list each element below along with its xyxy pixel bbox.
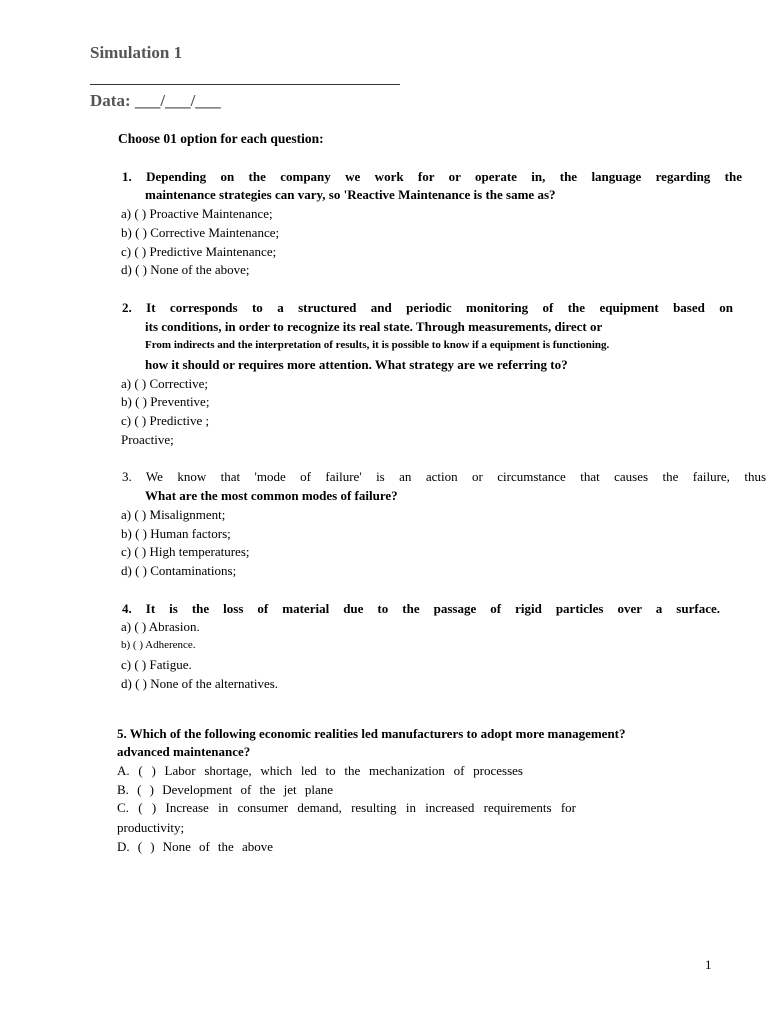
- question-2-option-a[interactable]: a) ( ) Corrective;: [121, 376, 208, 391]
- question-2-option-d[interactable]: Proactive;: [121, 432, 174, 447]
- question-2-line-1: 2. It corresponds to a structured and periodic monitoring of the equipment based on: [122, 300, 733, 315]
- title-divider: [90, 84, 400, 85]
- question-2-line-4: how it should or requires more attention. What strategy are we referring to?: [145, 357, 568, 372]
- page-number: 1: [705, 957, 712, 972]
- question-3-option-d[interactable]: d) ( ) Contaminations;: [121, 563, 237, 578]
- question-3-option-b[interactable]: b) ( ) Human factors;: [121, 526, 231, 541]
- question-4-option-b[interactable]: b) ( ) Adherence.: [121, 639, 196, 651]
- question-2-line-3: From indirects and the interpretation of results, it is possible to know if a equipment is functioning.: [145, 339, 610, 351]
- question-3-option-c[interactable]: c) ( ) High temperatures;: [121, 544, 250, 559]
- question-4-option-c[interactable]: c) ( ) Fatigue.: [121, 657, 192, 672]
- question-1-option-a[interactable]: a) ( ) Proactive Maintenance;: [121, 206, 273, 221]
- question-2-option-b[interactable]: b) ( ) Preventive;: [121, 394, 210, 409]
- date-field: Data: ___/___/___: [90, 91, 221, 110]
- question-5-option-c-continued: productivity;: [117, 820, 185, 835]
- question-3-line-1: 3. We know that 'mode of failure' is an action or circumstance that causes the failure, thus: [122, 469, 766, 484]
- question-3-option-a[interactable]: a) ( ) Misalignment;: [121, 507, 226, 522]
- question-5-option-a[interactable]: A. ( ) Labor shortage, which led to the mechanization of processes: [117, 763, 523, 778]
- question-5-line-2: advanced maintenance?: [117, 744, 251, 759]
- question-4-option-a[interactable]: a) ( ) Abrasion.: [121, 619, 200, 634]
- question-5-option-c[interactable]: C. ( ) Increase in consumer demand, resulting in increased requirements for: [117, 800, 576, 815]
- question-3-line-2: What are the most common modes of failure?: [145, 488, 398, 503]
- question-2-option-c[interactable]: c) ( ) Predictive ;: [121, 413, 210, 428]
- question-1-option-d[interactable]: d) ( ) None of the above;: [121, 262, 250, 277]
- question-1-line-1: 1. Depending on the company we work for or operate in, the language regarding the: [122, 169, 742, 184]
- question-1-line-2: maintenance strategies can vary, so 'Reactive Maintenance is the same as?: [145, 187, 556, 202]
- instructions: Choose 01 option for each question:: [118, 131, 324, 146]
- question-5-option-b[interactable]: B. ( ) Development of the jet plane: [117, 782, 333, 797]
- question-2-line-2: its conditions, in order to recognize its real state. Through measurements, direct or: [145, 319, 603, 334]
- question-1-option-b[interactable]: b) ( ) Corrective Maintenance;: [121, 225, 280, 240]
- question-5-option-d[interactable]: D. ( ) None of the above: [117, 839, 273, 854]
- question-1-option-c[interactable]: c) ( ) Predictive Maintenance;: [121, 244, 277, 259]
- question-4-option-d[interactable]: d) ( ) None of the alternatives.: [121, 676, 279, 691]
- question-4-line-1: 4. It is the loss of material due to the passage of rigid particles over a surface.: [122, 601, 720, 616]
- question-5-line-1: 5. Which of the following economic realities led manufacturers to adopt more management?: [117, 726, 626, 741]
- document-title: Simulation 1: [90, 43, 183, 62]
